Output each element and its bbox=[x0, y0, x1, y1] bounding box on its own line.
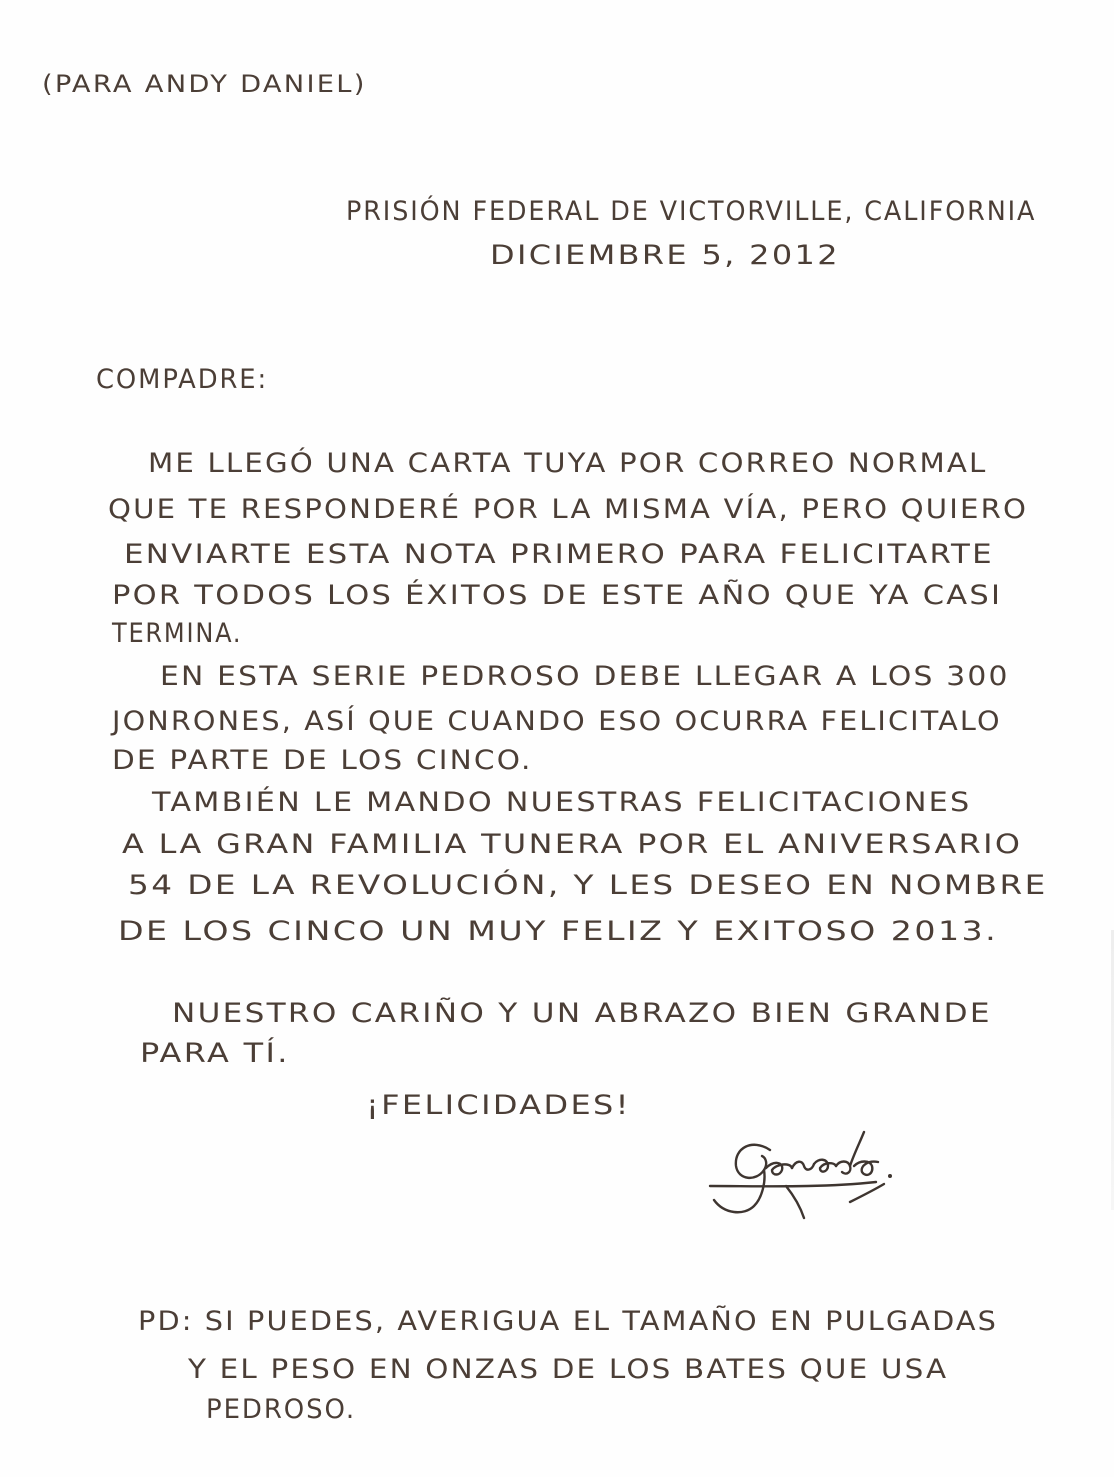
body-line: JONRONES, ASÍ QUE CUANDO ESO OCURRA FELICITALO bbox=[112, 706, 1002, 737]
body-line: POR TODOS LOS ÉXITOS DE ESTE AÑO QUE YA CASI bbox=[112, 580, 1003, 611]
postscript-line: PEDROSO. bbox=[206, 1394, 357, 1425]
exclamation: ¡FELICIDADES! bbox=[366, 1090, 631, 1121]
letter-place: PRISIÓN FEDERAL DE VICTORVILLE, CALIFORNIA bbox=[346, 196, 1037, 227]
closing-line: PARA TÍ. bbox=[140, 1038, 290, 1069]
body-line: A LA GRAN FAMILIA TUNERA POR EL ANIVERSARIO bbox=[122, 829, 1023, 860]
body-line: TAMBIÉN LE MANDO NUESTRAS FELICITACIONES bbox=[152, 787, 972, 818]
body-line: QUE TE RESPONDERÉ POR LA MISMA VÍA, PERO QUIERO bbox=[108, 494, 1029, 525]
body-line: EN ESTA SERIE PEDROSO DEBE LLEGAR A LOS 300 bbox=[160, 661, 1010, 692]
body-line: TERMINA. bbox=[112, 618, 243, 649]
body-line: 54 DE LA REVOLUCIÓN, Y LES DESEO EN NOMBRE bbox=[128, 870, 1048, 901]
postscript-line: PD: SI PUEDES, AVERIGUA EL TAMAÑO EN PULGADAS bbox=[138, 1306, 999, 1337]
closing-line: NUESTRO CARIÑO Y UN ABRAZO BIEN GRANDE bbox=[172, 998, 992, 1029]
body-line: ME LLEGÓ UNA CARTA TUYA POR CORREO NORMAL bbox=[148, 448, 988, 479]
body-line: ENVIARTE ESTA NOTA PRIMERO PARA FELICITARTE bbox=[124, 539, 994, 570]
signature-image bbox=[700, 1120, 910, 1230]
body-line: DE PARTE DE LOS CINCO. bbox=[112, 745, 533, 776]
body-line: DE LOS CINCO UN MUY FELIZ Y EXITOSO 2013. bbox=[118, 916, 999, 947]
recipient-note: (PARA ANDY DANIEL) bbox=[42, 70, 367, 98]
postscript-line: Y EL PESO EN ONZAS DE LOS BATES QUE USA bbox=[188, 1354, 949, 1385]
salutation: COMPADRE: bbox=[96, 364, 269, 395]
letter-date: DICIEMBRE 5, 2012 bbox=[490, 240, 840, 271]
